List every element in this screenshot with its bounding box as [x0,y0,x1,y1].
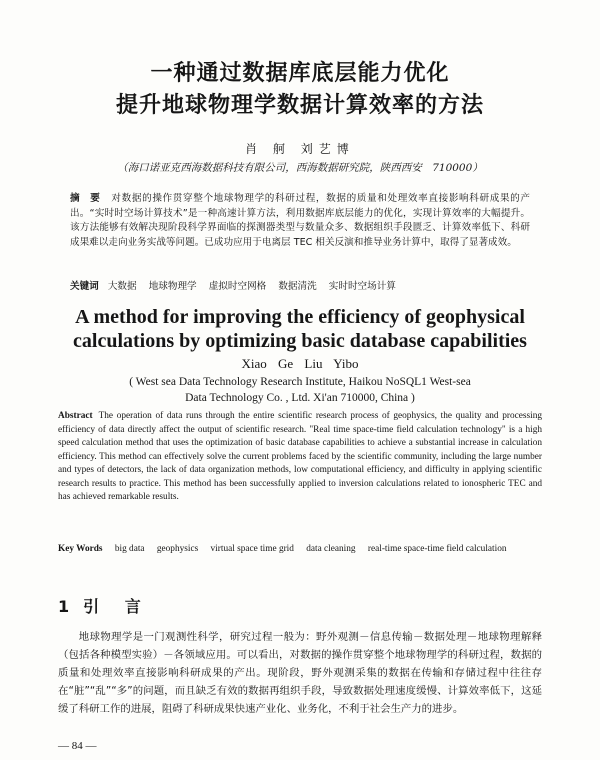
english-title-line-2: calculations by optimizing basic database capabilities [73,330,527,352]
english-keyword: virtual space time grid [210,544,294,554]
chinese-abstract-label: 摘 要 [70,193,104,204]
english-abstract-text: The operation of data runs through the entire scientific research process of geophysics, the quality and processing efficiency of data directly affect the output of scientific research. "Real time space-time field calculation technology" is a high speed calculation method that uses the optimization of basic database capabilities to achieve a substantial increase in calculation efficiency. This method can effectively solve the current problems faced by the scientific community, including the large number and types of detectors, the lack of data organization methods, low computational efficiency, and difficulty in applying scientific research results to practice. This method has been successfully applied to inversion calculations related to ionospheric TEC and has achieved remarkable results. [58,411,542,502]
chinese-abstract [70,192,530,250]
chinese-authors: 肖 舸 刘艺博 [245,142,355,156]
english-keyword: big data [114,544,145,554]
section-title: 引 言 [83,597,151,616]
chinese-title-line-2: 提升地球物理学数据计算效率的方法 [115,93,484,118]
english-keyword: geophysics [156,544,199,554]
chinese-affiliation: （海口诺亚克西海数据科技有限公司，西海数据研究院，陕西西安 710000） [117,162,483,174]
section-number: 1 [58,597,70,616]
english-keywords [58,543,542,557]
english-abstract-label: Abstract [58,411,93,421]
chinese-keyword: 虚拟时空网格 [208,281,267,292]
chinese-keyword: 大数据 [107,281,137,292]
english-keywords-label: Key Words [58,544,103,554]
english-affiliation-line-2: Data Technology Co. , Ltd. Xi'an 710000, China ) [185,392,415,404]
section-heading-introduction [58,594,151,617]
chinese-keyword: 实时时空场计算 [328,281,396,292]
chinese-title-line-1: 一种通过数据库底层能力优化 [150,61,450,86]
chinese-keyword: 地球物理学 [148,281,197,292]
chinese-abstract-text: 对数据的操作贯穿整个地球物理学的科研过程，数据的质量和处理效率直接影响科研成果的产出。“实时时空场计算技术”是一种高速计算方法，利用数据库底层能力的优化，实现计算效率的大幅提升。该方法能够有效解决现阶段科学界面临的探测器类型与数量众多、数据组织手段匮乏、计算效率低下、科研成果难以走向业务实战等问题。已成功应用于电离层 TEC 相关反演和推导业务计算中，取得了显著成效。 [70,193,530,248]
introduction-paragraph: 地球物理学是一门观测性科学，研究过程一般为：野外观测－信息传输－数据处理－地球物理解释（包括各种模型实验）－各领域应用。可以看出，对数据的操作贯穿整个地球物理学的科研过程，数据的质量和处理效率直接影响科研成果的产出。现阶段，野外观测采集的数据在传输和存储过程中往往存在“脏”“乱”“多”的问题，而且缺乏有效的数据再组织手段，导致数据处理速度缓慢、计算效率低下，这延缓了科研工作的进展，阻碍了科研成果快速产业化、业务化，不利于社会生产力的进步。 [58,631,542,715]
english-abstract [58,410,542,505]
page-number: — 84 — [58,740,97,752]
english-affiliation-line-1: ( West sea Data Technology Research Institute, Haikou NoSQL1 West-sea [129,376,471,388]
chinese-keywords [70,280,530,294]
english-authors: Xiao Ge Liu Yibo [241,356,359,371]
english-title-line-1: A method for improving the efficiency of geophysical [75,306,525,328]
chinese-keyword: 数据清洗 [278,281,317,292]
chinese-keywords-label: 关键词 [70,281,99,292]
english-keyword: data cleaning [306,544,356,554]
english-keyword: real-time space-time field calculation [367,544,507,554]
